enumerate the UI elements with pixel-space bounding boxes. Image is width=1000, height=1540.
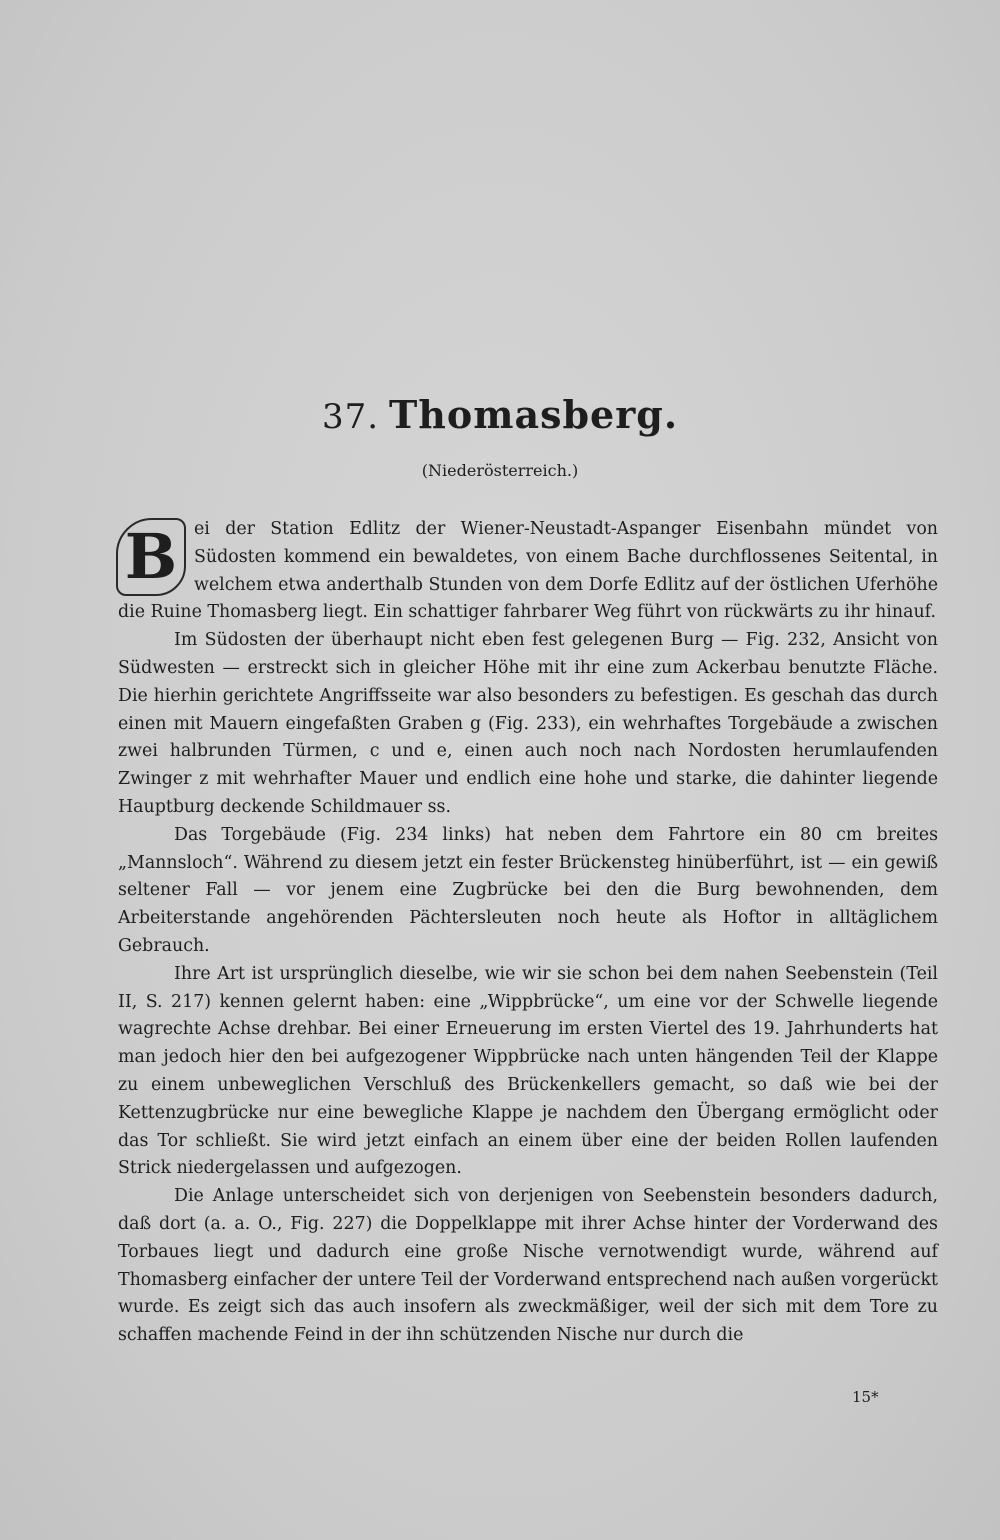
paragraph-5: Die Anlage unterscheidet sich von derjenigen von Seebenstein besonders dadurch, daß dort (a. a. O., Fig. 227) die Doppelklappe mit ihrer Achse hinter der Vorderwand des Torbaues liegt und dadurch eine große Nische vernotwendigt wurde, während auf Thomasberg einfacher der untere Teil der Vorderwand entsprechend nach außen vorgerückt wurde. Es zeigt sich das auch insofern als zweckmäßiger, weil der sich mit dem Tore zu schaffen machende Feind in der ihn schützenden Nische nur durch die [118,1186,938,1346]
chapter-number: 37. [321,397,380,437]
paragraph-2: Im Südosten der überhaupt nicht eben fest gelegenen Burg — Fig. 232, Ansicht von Südwesten — erstreckt sich in gleicher Höhe mit ihr eine zum Ackerbau benutzte Fläche. Die hierhin gerichtete Angriffsseite war also besonders zu befestigen. Es geschah das durch einen mit Mauern eingefaßten Graben g (Fig. 233), ein wehrhaftes Torgebäude a zwischen zwei halbrunden Türmen, c und e, einen auch noch nach Nordosten herumlaufenden Zwinger z mit wehrhafter Mauer und endlich eine hohe und starke, die dahinter liegende Hauptburg deckende Schildmauer ss. [118,630,938,817]
chapter-name: Thomasberg. [389,392,679,437]
chapter-title [0,392,1000,437]
dropcap-letter: B [124,520,178,593]
paragraph-3: Das Torgebäude (Fig. 234 links) hat neben dem Fahrtore ein 80 cm breites „Mannsloch“. Während zu diesem jetzt ein fester Brückensteg hinüberführt, ist — ein gewiß seltener Fall — vor jenem eine Zugbrücke bei den die Burg bewohnenden, dem Arbeiterstande angehörenden Pächtersleuten noch heute als Hoftor in alltäglichem Gebrauch. [118,824,938,956]
paragraph-4: Ihre Art ist ursprünglich dieselbe, wie wir sie schon bei dem nahen Seebenstein (Teil II, S. 217) kennen gelernt haben: eine „Wippbrücke“, um eine vor der Schwelle liegende wagrechte Achse drehbar. Bei einer Erneuerung im ersten Viertel des 19. Jahrhunderts hat man jedoch hier den bei aufgezogener Wippbrücke nach unten hängenden Teil der Klappe zu einem unbeweglichen Verschluß des Brückenkellers gemacht, so daß wie bei der Kettenzugbrücke nur eine bewegliche Klappe je nachdem den Übergang ermöglicht oder das Tor schließt. Sie wird jetzt einfach an einem über eine der beiden Rollen laufenden Strick niedergelassen und aufgezogen. [118,963,938,1179]
paragraph-1 [118,516,938,627]
page-number: 15* [852,1388,879,1406]
chapter-region: (Niederösterreich.) [421,461,579,480]
paragraph-1-text: ei der Station Edlitz der Wiener-Neustadt-Aspanger Eisenbahn mündet von Südosten kommend ein bewaldetes, von einem Bache durchflossenes Seitental, in welchem etwa anderthalb Stunden von dem Dorfe Edlitz auf der östlichen Uferhöhe die Ruine Thomasberg liegt. Ein schattiger fahrbarer Weg führt von rückwärts zu ihr hinauf. [118,519,938,623]
chapter-body [118,516,938,1350]
dropcap-ornament [116,518,186,596]
